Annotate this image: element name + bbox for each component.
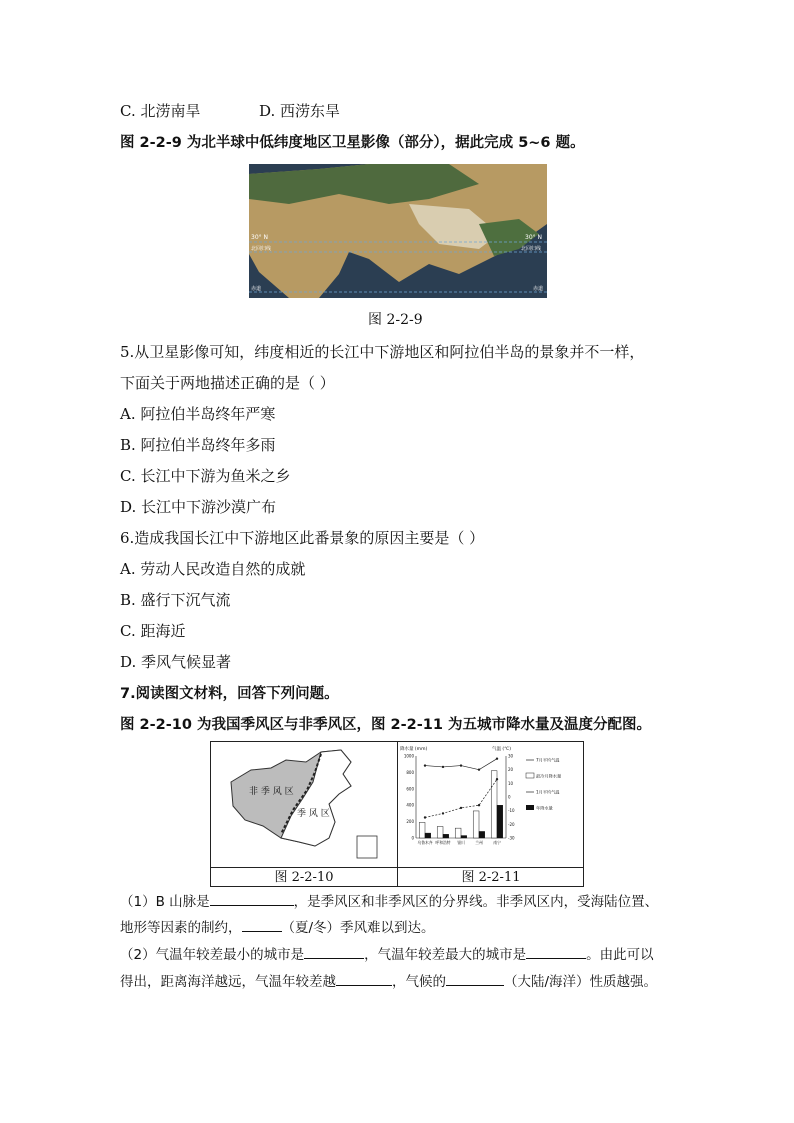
y-right-tick: -30 <box>508 835 515 841</box>
equator-label-right: 赤道 <box>533 286 544 292</box>
non-monsoon-label: 非 季 风 区 <box>249 787 294 797</box>
y-right-tick: -20 <box>508 821 515 827</box>
bar-coldest-precip <box>425 833 431 838</box>
y-left-tick: 400 <box>406 802 414 808</box>
x-tick-label: 银川 <box>457 840 465 845</box>
q7-sub2-line1 <box>120 945 654 965</box>
blank-mountain[interactable] <box>210 905 294 906</box>
y-left-tick: 1000 <box>403 753 414 759</box>
satellite-map-svg <box>249 164 547 298</box>
blank-nature[interactable] <box>446 985 504 986</box>
line-january-temp <box>425 779 497 817</box>
blank-min-city[interactable] <box>304 958 364 959</box>
q5-option-c: C. 长江中下游为鱼米之乡 <box>120 467 291 485</box>
chart-cell <box>398 742 584 867</box>
y-left-tick: 800 <box>406 769 414 775</box>
y-right-tick: 0 <box>508 794 511 800</box>
q6-stem: 6.造成我国长江中下游地区此番景象的原因主要是（ ） <box>120 529 485 547</box>
lat-label-right: 30° N <box>525 234 543 241</box>
legend-label: 最冷月降水量 <box>536 773 562 779</box>
q5-stem-1: 5.从卫星影像可知，纬度相近的长江中下游地区和阿拉伯半岛的景象并不一样， <box>120 343 645 361</box>
line-january-temp-point <box>496 778 498 780</box>
x-tick-label: 南宁 <box>493 840 501 845</box>
line-july-temp-point <box>496 758 498 760</box>
q6-option-b: B. 盛行下沉气流 <box>120 591 231 609</box>
legend-box-swatch <box>526 805 534 810</box>
monsoon-map-cell <box>211 742 398 867</box>
tropic-label-right: 北回归线 <box>521 246 542 252</box>
y-right-tick: 20 <box>508 767 514 773</box>
bar-annual-precip <box>437 827 443 838</box>
satellite-image <box>249 164 547 298</box>
q7-intro: 图 2-2-10 为我国季风区与非季风区，图 2-2-11 为五城市降水量及温度分配图。 <box>120 717 651 733</box>
x-tick-label: 乌鲁木齐 <box>417 840 433 845</box>
fig-2211-caption: 图 2-2-11 <box>398 867 584 887</box>
q7-sub2-d: 得出，距离海洋越远，气温年较差越 <box>120 974 336 990</box>
monsoon-label: 季 风 区 <box>297 809 330 819</box>
q7-sub1-a: （1）B 山脉是 <box>120 894 210 910</box>
line-january-temp-point <box>478 804 480 806</box>
q7-sub2-f: （大陆/海洋）性质越强。 <box>504 974 658 990</box>
q5-option-d: D. 长江中下游沙漠广布 <box>120 498 277 516</box>
line-july-temp <box>425 759 497 770</box>
blank-season[interactable] <box>242 931 282 932</box>
q7-sub2-e: ，气候的 <box>392 974 446 990</box>
y-right-tick: 30 <box>508 753 514 759</box>
x-tick-label: 兰州 <box>475 840 483 845</box>
line-january-temp-point <box>460 807 462 809</box>
q4-option-c: C. 北涝南旱 <box>120 102 201 120</box>
y-left-label: 降水量 (mm) <box>400 747 428 752</box>
q7-sub2-b: ，气温年较差最大的城市是 <box>364 947 527 963</box>
y-right-label: 气温 (℃) <box>492 747 511 752</box>
blank-max-city[interactable] <box>526 958 586 959</box>
line-july-temp-point <box>442 766 444 768</box>
q5-option-a: A. 阿拉伯半岛终年严寒 <box>120 405 276 423</box>
q7-sub1-d: （夏/冬）季风难以到达。 <box>281 920 435 936</box>
monsoon-map <box>211 742 397 866</box>
q5-stem-2: 下面关于两地描述正确的是（ ） <box>120 374 335 392</box>
bar-coldest-precip <box>461 836 467 838</box>
q7-sub2-a: （2）气温年较差最小的城市是 <box>120 947 305 963</box>
q7-sub1-line1 <box>120 892 658 912</box>
lat-label-left: 30° N <box>251 234 269 241</box>
y-right-tick: -10 <box>508 808 515 814</box>
line-july-temp-point <box>424 764 426 766</box>
q7-sub2-line2 <box>120 972 657 992</box>
legend-box-swatch <box>526 773 534 778</box>
y-left-tick: 0 <box>411 835 414 841</box>
tropic-label-left: 北回归线 <box>251 246 272 252</box>
figure-table <box>210 741 584 887</box>
fig-229-caption: 图 2-2-9 <box>368 312 423 328</box>
q5-option-b: B. 阿拉伯半岛终年多雨 <box>120 436 276 454</box>
q6-option-a: A. 劳动人民改造自然的成就 <box>120 560 306 578</box>
precip-temp-chart <box>398 742 584 866</box>
blank-range[interactable] <box>336 985 392 986</box>
x-tick-label: 呼和浩特 <box>435 840 451 845</box>
equator-label-left: 赤道 <box>251 286 262 292</box>
bar-annual-precip <box>455 828 461 838</box>
q7-sub1-line2 <box>120 918 435 938</box>
q4-option-d: D. 西涝东旱 <box>259 102 341 120</box>
q7-sub2-c: 。由此可以 <box>586 947 654 963</box>
q6-option-d: D. 季风气候显著 <box>120 653 232 671</box>
q6-option-c: C. 距海近 <box>120 622 186 640</box>
line-july-temp-point <box>478 768 480 770</box>
bar-coldest-precip <box>497 805 503 838</box>
legend-label: 7月平均气温 <box>536 757 560 763</box>
bar-annual-precip <box>419 822 425 838</box>
legend-label: 年降水量 <box>536 805 553 811</box>
intro-5-6: 图 2-2-9 为北半球中低纬度地区卫星影像（部分），据此完成 5~6 题。 <box>120 135 585 151</box>
y-left-tick: 600 <box>406 786 414 792</box>
bar-coldest-precip <box>479 831 485 838</box>
y-right-tick: 10 <box>508 780 514 786</box>
line-january-temp-point <box>424 816 426 818</box>
bar-annual-precip <box>473 811 479 838</box>
south-sea-inset <box>357 836 377 858</box>
line-january-temp-point <box>442 812 444 814</box>
q7-sub1-c: 地形等因素的制约， <box>120 920 242 936</box>
q7-stem: 7.阅读图文材料，回答下列问题。 <box>120 686 339 702</box>
line-july-temp-point <box>460 764 462 766</box>
fig-2210-caption: 图 2-2-10 <box>211 867 398 887</box>
y-left-tick: 200 <box>406 819 414 825</box>
bar-coldest-precip <box>443 834 449 838</box>
legend-label: 1月平均气温 <box>536 789 560 795</box>
q7-sub1-b: ，是季风区和非季风区的分界线。非季风区内，受海陆位置、 <box>293 894 659 910</box>
